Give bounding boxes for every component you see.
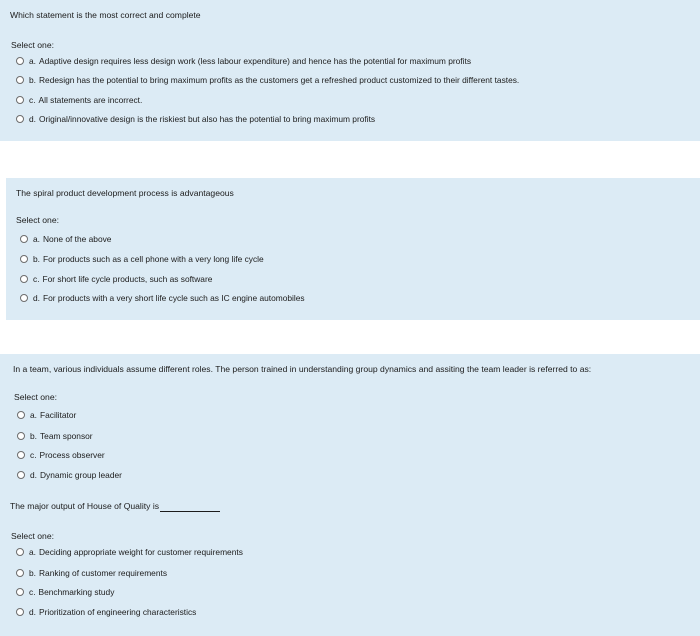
option-letter: b. [33,254,40,264]
option-letter: c. [30,450,37,460]
option-label: For products such as a cell phone with a very long life cycle [43,254,264,264]
option-letter: d. [30,470,37,480]
question-text: Which statement is the most correct and complete [10,10,201,20]
radio-button[interactable] [16,608,24,616]
option-a[interactable] [17,409,76,421]
radio-button[interactable] [16,548,24,556]
option-label: Facilitator [40,410,77,420]
select-one-label: Select one: [11,40,54,50]
radio-button[interactable] [16,96,24,104]
option-label: Benchmarking study [38,587,115,597]
option-label: Deciding appropriate weight for customer requirements [39,547,243,557]
option-b[interactable] [17,430,93,442]
option-c[interactable] [16,94,142,106]
option-letter: c. [33,274,40,284]
radio-button[interactable] [16,76,24,84]
option-b[interactable] [16,74,519,86]
option-c[interactable] [20,273,212,285]
radio-button[interactable] [17,411,25,419]
option-label: Redesign has the potential to bring maximum profits as the customers get a refreshed product customized to their different tastes. [39,75,520,85]
question-card-4 [0,491,700,636]
option-b[interactable] [16,567,167,579]
option-letter: c. [29,95,36,105]
option-label: All statements are incorrect. [38,95,143,105]
option-label: Prioritization of engineering characteristics [39,607,197,617]
option-letter: b. [29,75,36,85]
question-card-3 [0,354,700,491]
option-a[interactable] [16,55,471,67]
option-letter: a. [29,56,36,66]
question-text-content: The major output of House of Quality is [10,501,160,511]
radio-button[interactable] [16,588,24,596]
option-label: Adaptive design requires less design work (less labour expenditure) and hence has the potential for maximum profits [39,56,472,66]
radio-button[interactable] [16,115,24,123]
radio-button[interactable] [20,235,28,243]
option-letter: d. [33,293,40,303]
radio-button[interactable] [20,255,28,263]
radio-button[interactable] [16,569,24,577]
select-one-label: Select one: [16,215,59,225]
option-letter: c. [29,587,36,597]
option-d[interactable] [16,113,375,125]
question-card-2 [6,178,700,320]
option-label: Dynamic group leader [40,470,122,480]
option-c[interactable] [16,586,114,598]
option-letter: a. [33,234,40,244]
radio-button[interactable] [17,432,25,440]
select-one-label: Select one: [11,531,54,541]
option-d[interactable] [16,606,196,618]
option-d[interactable] [20,292,305,304]
radio-button[interactable] [17,471,25,479]
radio-button[interactable] [17,451,25,459]
option-a[interactable] [20,233,111,245]
option-a[interactable] [16,546,243,558]
radio-button[interactable] [16,57,24,65]
option-b[interactable] [20,253,264,265]
question-card-1 [0,0,700,141]
option-label: None of the above [43,234,112,244]
option-label: For products with a very short life cycle such as IC engine automobiles [43,293,305,303]
option-letter: d. [29,607,36,617]
answer-blank [160,503,220,512]
question-text [10,501,220,512]
option-letter: d. [29,114,36,124]
radio-button[interactable] [20,275,28,283]
select-one-label: Select one: [14,392,57,402]
option-letter: a. [30,410,37,420]
option-letter: b. [29,568,36,578]
option-label: Ranking of customer requirements [39,568,168,578]
option-c[interactable] [17,449,105,461]
option-d[interactable] [17,469,122,481]
option-letter: a. [29,547,36,557]
option-label: For short life cycle products, such as software [42,274,213,284]
radio-button[interactable] [20,294,28,302]
question-text: The spiral product development process is advantageous [16,188,234,198]
option-label: Original/innovative design is the riskiest but also has the potential to bring maximum profits [39,114,376,124]
option-letter: b. [30,431,37,441]
option-label: Process observer [39,450,105,460]
option-label: Team sponsor [40,431,93,441]
question-text: In a team, various individuals assume different roles. The person trained in understanding group dynamics and assiting the team leader is referred to as: [13,364,592,374]
